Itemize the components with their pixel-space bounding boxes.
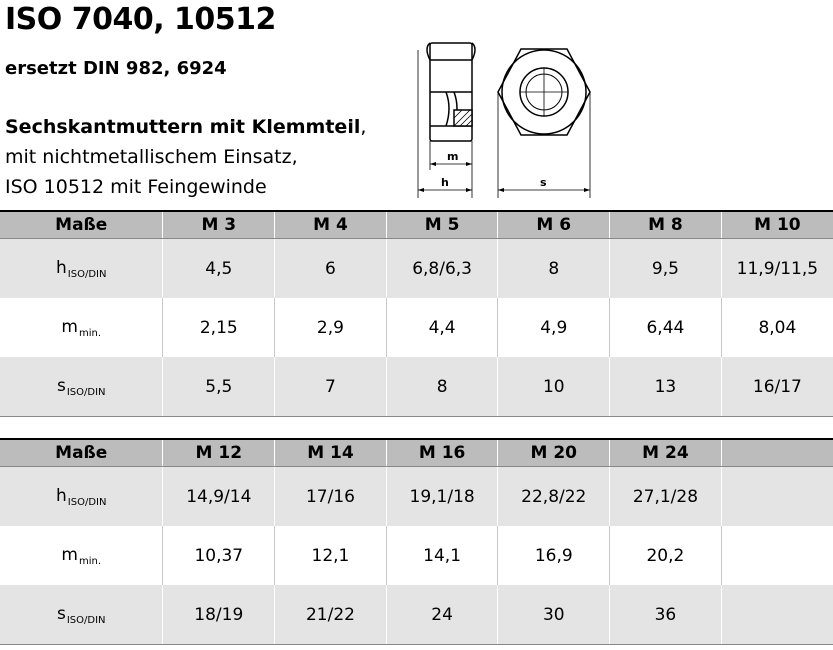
table-cell: 30 [498,585,610,645]
table-row [0,467,833,527]
table-cell: 9,5 [610,239,722,299]
column-header: Maße [0,211,163,239]
table-row [0,526,833,585]
table-row [0,298,833,357]
table-cell: 8,04 [758,317,797,338]
table-cell: 8 [386,357,498,417]
column-header [721,439,833,467]
table-cell: 16,9 [498,526,610,585]
dimension-label-h: h [441,176,449,189]
column-header: M 5 [386,211,498,239]
table-row [0,585,833,645]
table-cell: 4,5 [163,239,275,299]
table-cell: 36 [610,585,722,645]
table-cell: 8 [498,239,610,299]
page-title: ISO 7040, 10512 [5,2,276,37]
table-cell [721,467,833,527]
table-cell: 6,44 [610,298,722,357]
table-header-row [0,211,833,239]
row-label: $s_{ISO/DIN}$ [0,357,163,417]
table-cell: 10,37 [163,526,275,585]
column-header: M 10 [721,211,833,239]
product-description [5,112,366,202]
table-cell [721,585,833,645]
column-header: Maße [0,439,163,467]
table-cell: 12,1 [275,526,387,585]
dimension-label-m: m [447,150,459,163]
table-cell [721,526,833,585]
dimension-label-s: s [540,176,547,189]
table-cell: 14,1 [386,526,498,585]
column-header: M 6 [498,211,610,239]
description-line-3: ISO 10512 mit Feingewinde [5,176,267,198]
table-row [0,357,833,417]
table-cell: 6,8/6,3 [386,239,498,299]
table-cell: 6 [275,239,387,299]
table-cell: 11,9/11,5 [721,239,833,299]
column-header: M 20 [498,439,610,467]
table-cell: 5,5 [163,357,275,417]
row-label: $m_{min.}$ [0,526,163,585]
table-header-row [0,439,833,467]
table-cell: 2,15 [163,298,275,357]
row-label: $h_{ISO/DIN}$ [0,239,163,299]
table-cell: 2,9 [275,298,387,357]
table-cell: 7 [275,357,387,417]
table-cell: 18/19 [163,585,275,645]
table-cell: 14,9/14 [163,467,275,527]
table-cell: 4,9 [498,298,610,357]
page-subtitle: ersetzt DIN 982, 6924 [5,58,227,79]
table-cell: 20,2 [610,526,722,585]
column-header: M 16 [386,439,498,467]
row-label: $s_{ISO/DIN}$ [0,585,163,645]
column-header: M 14 [275,439,387,467]
column-header: M 3 [163,211,275,239]
table-cell: 17/16 [275,467,387,527]
description-line-2: mit nichtmetallischem Einsatz, [5,146,298,168]
column-header: M 4 [275,211,387,239]
table-cell: 24 [386,585,498,645]
table-cell: 4,4 [386,298,498,357]
table-cell: 16/17 [721,357,833,417]
dimensions-table-1 [0,210,833,417]
nut-side-view [418,43,475,198]
table-cell: 21/22 [275,585,387,645]
table-cell: 22,8/22 [498,467,610,527]
description-bold-text: Sechskantmuttern mit Klemmteil [5,116,361,138]
dimensions-table-2 [0,438,833,645]
table-cell: 19,1/18 [386,467,498,527]
column-header: M 8 [610,211,722,239]
column-header: M 24 [610,439,722,467]
column-header: M 12 [163,439,275,467]
description-comma: , [360,116,367,138]
row-label: $m_{min.}$ [0,298,163,357]
table-row [0,239,833,299]
description-line-1 [5,112,366,142]
table-cell: 10 [498,357,610,417]
table-cell: 13 [610,357,722,417]
table-cell: 27,1/28 [610,467,722,527]
row-label: $h_{ISO/DIN}$ [0,467,163,527]
nut-technical-drawing [410,38,600,198]
